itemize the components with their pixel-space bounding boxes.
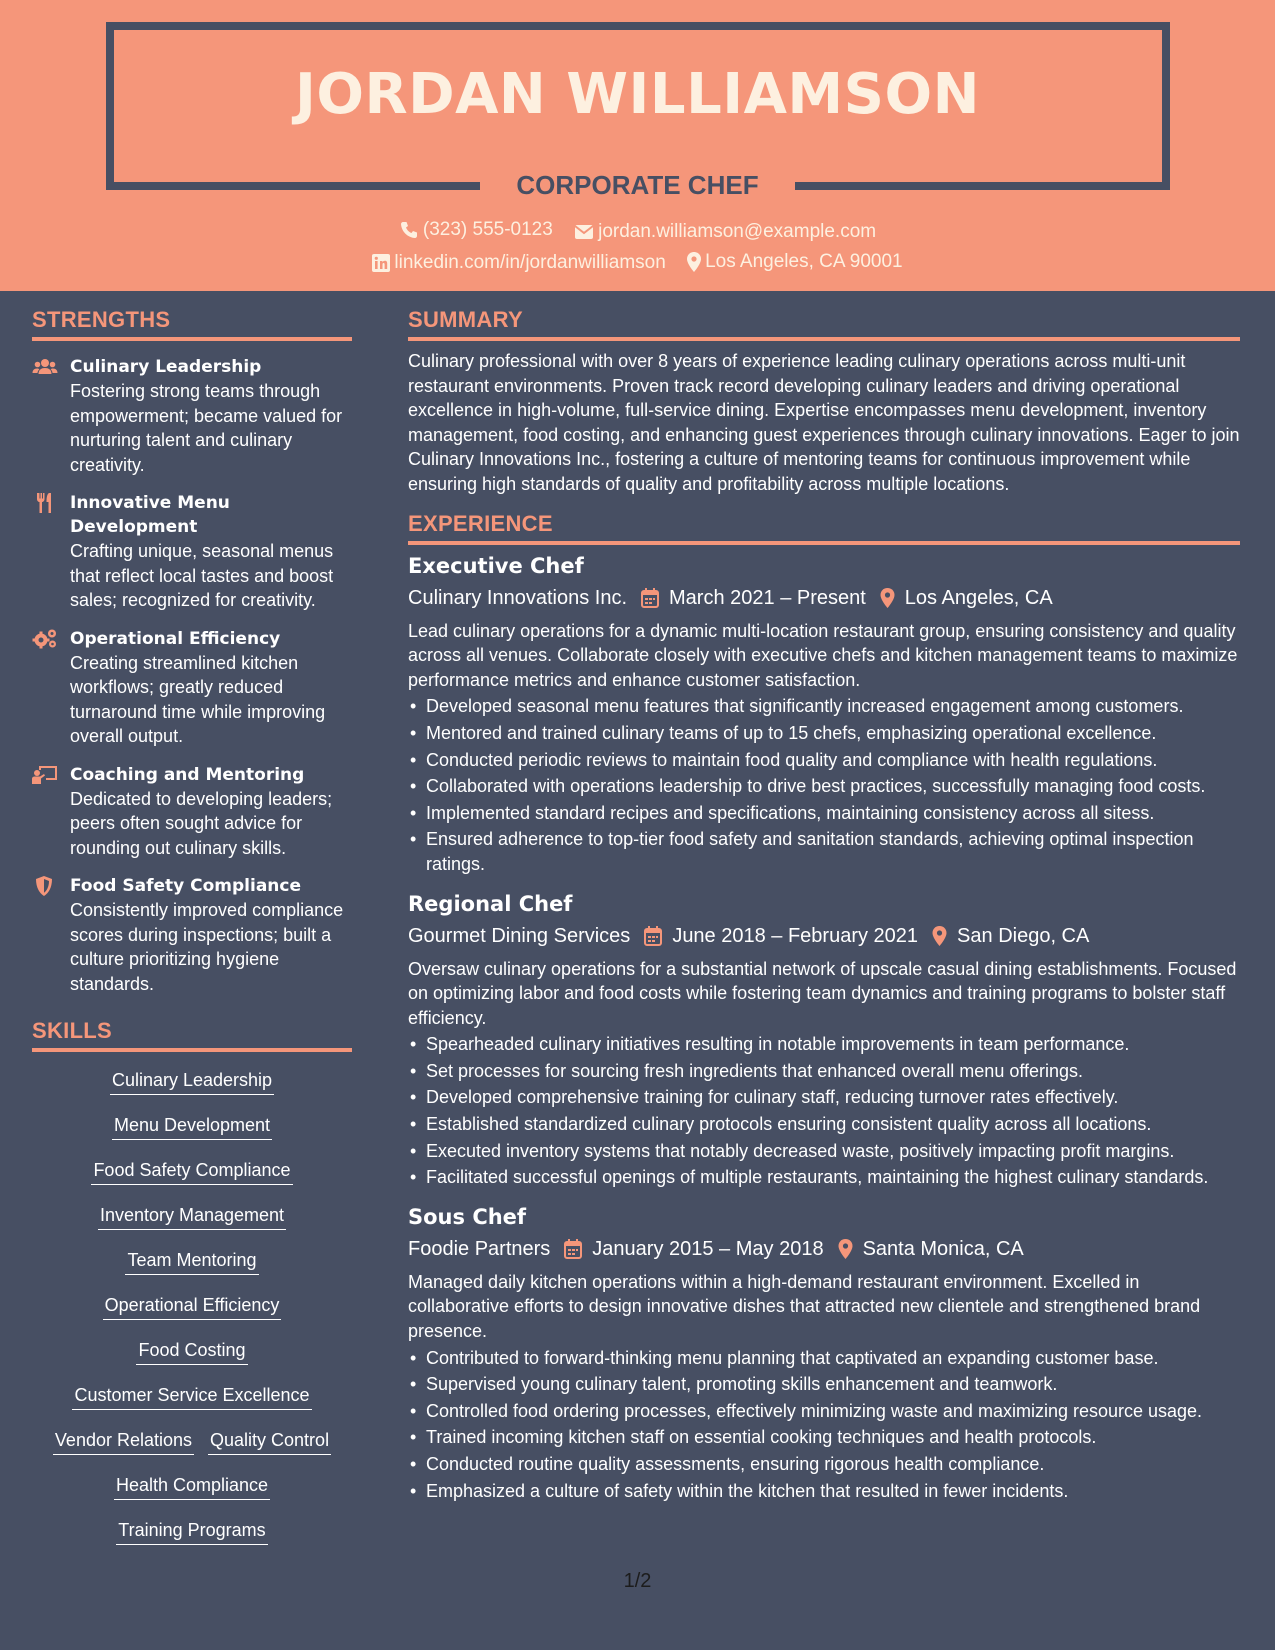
job-entry	[408, 551, 1240, 877]
bullet-item: • Conducted routine quality assessments, ensuring rigorous health compliance.	[408, 1452, 1240, 1477]
skill-tag: Training Programs	[116, 1518, 267, 1545]
shield-icon	[32, 875, 58, 897]
skill-row	[32, 1158, 352, 1187]
map-pin-icon	[932, 926, 947, 946]
company-name: Gourmet Dining Services	[408, 924, 631, 947]
bullet-item: • Facilitated successful openings of multiple restaurants, maintaining the highest culinary standards.	[408, 1165, 1240, 1190]
experience-heading: EXPERIENCE	[408, 511, 1240, 545]
strength-item	[32, 491, 352, 613]
utensils-icon	[32, 492, 58, 514]
calendar-icon	[641, 588, 659, 608]
strength-desc: Creating streamlined kitchen workflows; greatly reduced turnaround time while improving overall output.	[70, 652, 326, 746]
strength-title: Coaching and Mentoring	[70, 764, 305, 785]
company-name: Culinary Innovations Inc.	[408, 586, 628, 609]
left-column	[32, 291, 352, 1547]
job-title-heading: CORPORATE CHEF	[516, 170, 759, 200]
company-name: Foodie Partners	[408, 1237, 551, 1260]
bullet-item: • Emphasized a culture of safety within the kitchen that resulted in fewer incidents.	[408, 1479, 1240, 1504]
linkedin-text: linkedin.com/in/jordanwilliamson	[394, 252, 666, 273]
job-location: San Diego, CA	[957, 924, 1090, 947]
skill-tag: Food Safety Compliance	[91, 1158, 292, 1185]
job-bullets	[408, 1032, 1240, 1190]
bullet-item: • Supervised young culinary talent, promoting skills enhancement and teamwork.	[408, 1372, 1240, 1397]
location-item	[687, 251, 903, 273]
resume-header	[0, 0, 1275, 291]
skill-tag: Menu Development	[112, 1113, 272, 1140]
job-meta	[408, 583, 1240, 613]
job-title: Regional Chef	[408, 891, 573, 916]
skill-row	[32, 1113, 352, 1142]
job-meta	[408, 921, 1240, 951]
skill-row	[32, 1248, 352, 1277]
job-location: Los Angeles, CA	[904, 586, 1053, 609]
chalkboard-teacher-icon	[32, 764, 58, 786]
skill-row	[32, 1293, 352, 1322]
skill-row	[32, 1203, 352, 1232]
bullet-item: • Set processes for sourcing fresh ingredients that enhanced overall menu offerings.	[408, 1059, 1240, 1084]
map-pin-icon	[838, 1239, 853, 1259]
skill-row	[32, 1518, 352, 1547]
strength-title: Food Safety Compliance	[70, 876, 302, 896]
bullet-item: • Executed inventory systems that notably decreased waste, positively impacting profit margins.	[408, 1139, 1240, 1164]
strength-desc: Crafting unique, seasonal menus that reflect local tastes and boost sales; recognized for creativity.	[70, 541, 334, 610]
job-entry	[408, 889, 1240, 1190]
map-pin-icon	[880, 588, 895, 608]
contact-row-2	[0, 251, 1275, 278]
strength-title: Operational Efficiency	[70, 628, 281, 649]
bullet-item: • Established standardized culinary protocols ensuring consistent quality across all locations.	[408, 1112, 1240, 1137]
job-title: Executive Chef	[408, 553, 584, 578]
gears-icon	[32, 628, 58, 650]
skill-tag: Team Mentoring	[125, 1248, 258, 1275]
skill-row	[32, 1428, 352, 1457]
bullet-item: • Developed seasonal menu features that significantly increased engagement among customers.	[408, 694, 1240, 719]
location-text: Los Angeles, CA 90001	[705, 251, 903, 272]
bullet-item: • Implemented standard recipes and specifications, maintaining consistency across all sitess.	[408, 801, 1240, 826]
job-description: Managed daily kitchen operations within a high-demand restaurant environment. Excelled in collaborative efforts to design innovative dishes that attracted new clientele and strengthened brand presence.	[408, 1271, 1201, 1342]
strength-item	[32, 763, 352, 861]
bullet-item: • Conducted periodic reviews to maintain food quality and compliance with health regulations.	[408, 748, 1240, 773]
bullet-item: • Collaborated with operations leadership to drive best practices, successfully managing food costs.	[408, 774, 1240, 799]
linkedin-item[interactable]	[372, 252, 665, 274]
users-icon	[32, 356, 58, 378]
skill-row	[32, 1338, 352, 1367]
job-description: Lead culinary operations for a dynamic multi-location restaurant group, ensuring consistency and quality across all venues. Collaborate closely with executive chefs and kitchen management teams to maximize performance metrics and enhance customer satisfaction.	[408, 620, 1238, 690]
skill-tag: Customer Service Excellence	[72, 1383, 311, 1410]
bullet-item: • Developed comprehensive training for culinary staff, reducing turnover rates effectively.	[408, 1085, 1240, 1110]
summary-heading: SUMMARY	[408, 307, 1240, 341]
strengths-heading: STRENGTHS	[32, 307, 352, 341]
strength-title: Culinary Leadership	[70, 357, 262, 377]
skill-tag: Food Costing	[136, 1338, 247, 1365]
job-bullets	[408, 694, 1240, 876]
job-entry	[408, 1202, 1240, 1503]
job-dates: March 2021 – Present	[669, 586, 866, 609]
skills-list	[32, 1068, 352, 1547]
contact-row-1	[0, 219, 1275, 246]
right-column	[408, 291, 1240, 1503]
job-dates: January 2015 – May 2018	[592, 1237, 824, 1260]
strength-item	[32, 355, 352, 477]
strength-title: Innovative Menu Development	[70, 493, 230, 537]
strength-item	[32, 874, 352, 996]
page-number: 1/2	[623, 1570, 652, 1592]
phone-item[interactable]	[399, 219, 553, 241]
job-description: Oversaw culinary operations for a substantial network of upscale casual dining establishments. Focused on optimizing labor and food costs while fostering team dynamics and training programs to bolster staff efficiency.	[408, 958, 1237, 1028]
skill-tag: Vendor Relations	[53, 1428, 194, 1455]
envelope-icon	[574, 224, 594, 240]
skill-tag: Inventory Management	[98, 1203, 286, 1230]
strength-item	[32, 627, 352, 749]
map-pin-icon	[687, 252, 701, 272]
strength-desc: Dedicated to developing leaders; peers often sought advice for rounding out culinary skills.	[70, 788, 333, 858]
skill-row	[32, 1068, 352, 1097]
bullet-item: • Mentored and trained culinary teams of up to 15 chefs, emphasizing operational excellence.	[408, 721, 1240, 746]
strength-desc: Consistently improved compliance scores during inspections; built a culture prioritizing hygiene standards.	[70, 900, 344, 994]
phone-text: (323) 555-0123	[422, 219, 553, 240]
bullet-item: • Spearheaded culinary initiatives resulting in notable improvements in team performance.	[408, 1032, 1240, 1057]
bullet-item: • Ensured adherence to top-tier food safety and sanitation standards, achieving optimal inspection ratings.	[408, 827, 1240, 876]
skill-row	[32, 1473, 352, 1502]
bullet-item: • Trained incoming kitchen staff on essential cooking techniques and health protocols.	[408, 1425, 1240, 1450]
job-bullets	[408, 1346, 1240, 1504]
bullet-item: • Contributed to forward-thinking menu planning that captivated an expanding customer base.	[408, 1346, 1240, 1371]
email-item[interactable]	[574, 221, 876, 243]
job-title: Sous Chef	[408, 1204, 527, 1229]
skill-tag: Quality Control	[208, 1428, 331, 1455]
job-meta	[408, 1234, 1240, 1264]
phone-icon	[399, 220, 419, 240]
linkedin-icon	[372, 254, 390, 272]
skills-heading: SKILLS	[32, 1018, 352, 1052]
skill-tag: Operational Efficiency	[103, 1293, 282, 1320]
title-wrapper	[480, 165, 795, 205]
summary-text: Culinary professional with over 8 years of experience leading culinary operations across multi-unit restaurant environments. Proven track record developing culinary leaders and driving operational excellence in high-volume, full-service dining. Expertise encompasses menu development, inventory management, food costing, and enhancing guest experiences through culinary innovations. Eager to join Culinary Innovations Inc., fostering a culture of mentoring teams for continuous improvement while ensuring high standards of quality and profitability across multiple locations.	[408, 351, 1240, 494]
candidate-name: JORDAN WILLIAMSON	[295, 62, 980, 127]
bullet-item: • Controlled food ordering processes, effectively minimizing waste and maximizing resource usage.	[408, 1399, 1240, 1424]
skill-tag: Health Compliance	[114, 1473, 270, 1500]
calendar-icon	[564, 1239, 582, 1259]
email-text: jordan.williamson@example.com	[598, 221, 877, 242]
skill-tag: Culinary Leadership	[110, 1068, 274, 1095]
job-location: Santa Monica, CA	[862, 1237, 1024, 1260]
job-dates: June 2018 – February 2021	[672, 924, 919, 947]
strength-desc: Fostering strong teams through empowerment; became valued for nurturing talent and culinary creativity.	[70, 381, 343, 475]
skill-row	[32, 1383, 352, 1412]
calendar-icon	[644, 926, 662, 946]
